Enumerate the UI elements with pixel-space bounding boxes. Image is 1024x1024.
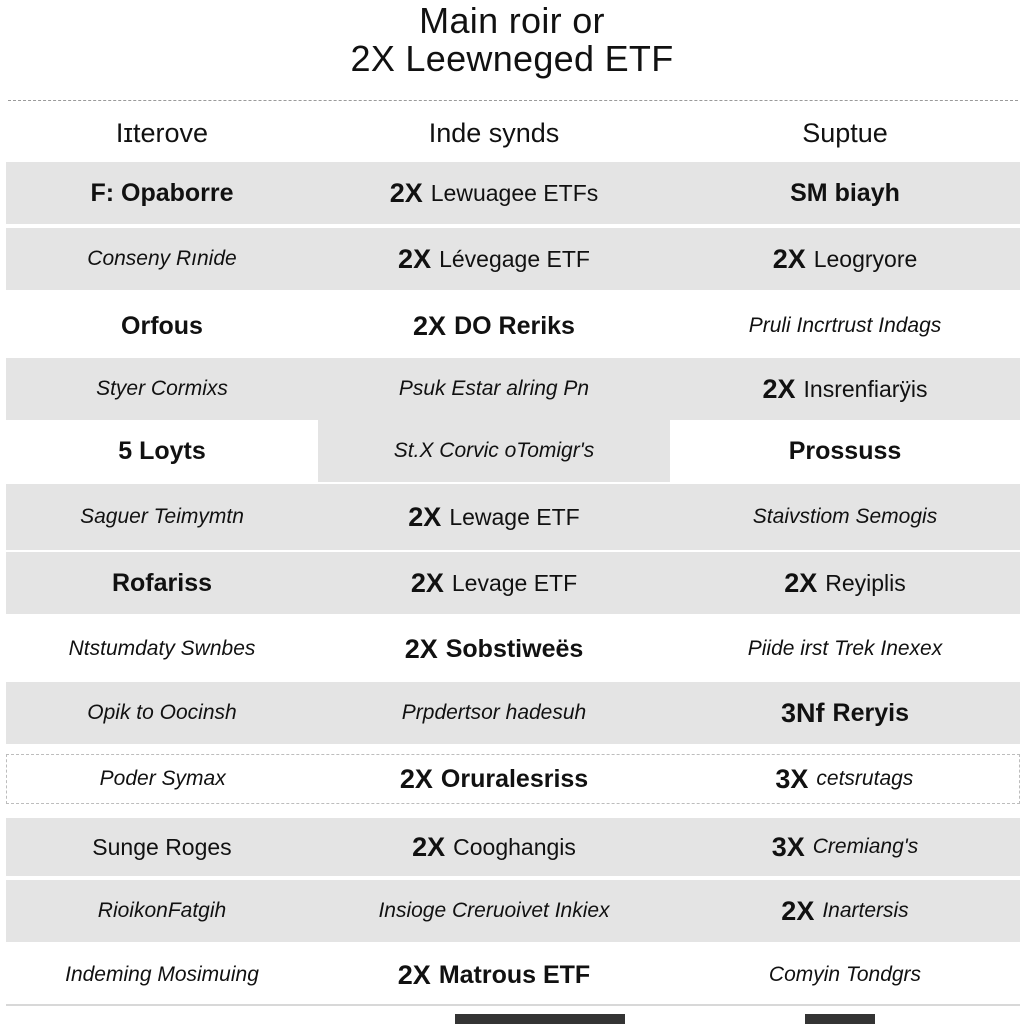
leverage-prefix: 2X [784,567,818,598]
table-row [6,420,1020,482]
cell-text: Comyin Tondgrs [768,963,922,986]
table-row [6,484,1020,550]
page-title: Main roir or [419,0,605,41]
table-cell-col2 [318,228,670,290]
cell-text: Prpdertsor hadesuh [401,701,587,724]
table-row [6,616,1020,682]
cell-text: Insrenfiarÿis [803,375,928,402]
cell-text: Prossuss [788,436,902,465]
table-cell-col3 [670,552,1020,614]
table-cell-col1 [6,552,318,614]
leverage-prefix: 2X [772,243,806,274]
table-cell-col3 [670,818,1020,876]
cell-text: 5 Loyts [118,436,206,465]
cell-text: SM biayh [790,178,900,207]
table-cell-col1 [6,358,318,420]
table-cell-col3 [670,682,1020,744]
leverage-prefix: 2X [762,373,796,404]
leverage-prefix: 2X [408,501,442,532]
leverage-prefix: 3Nf [781,697,825,728]
table-cell-col1 [6,162,318,224]
table-cell-col1 [6,420,318,482]
cell-text: Sunge Roges [92,833,232,860]
cell-text: Poder Symax [99,767,226,790]
table-cell-col1 [6,484,318,550]
cell-text: Orfous [121,311,203,340]
leverage-prefix: 2X [404,633,438,664]
table-cell-col3 [670,420,1020,482]
cell-text: cetsrutags [816,767,914,790]
cell-text: Lewuagee ETFs [430,179,599,206]
table-cell-col1 [6,944,318,1006]
leverage-prefix: 2X [399,763,433,794]
leverage-prefix: 3X [775,763,809,794]
table-cell-col2 [318,818,670,876]
table-row [6,228,1020,290]
cell-text: Leogryore [813,245,918,272]
table-cell-col2 [318,420,670,482]
table-row [6,754,1020,804]
cell-text: Lewage ETF [449,503,580,530]
leverage-prefix: 2X [410,567,444,598]
cell-text: Oruralesriss [440,764,589,793]
cell-text: Psuk Estar alring Pn [398,377,590,400]
table-cell-col2 [318,682,670,744]
cell-text: Saguer Teimymtn [80,505,244,528]
cell-text: Opik to Oocinsh [87,701,237,724]
cell-text: F: Opaborre [90,178,234,207]
table-header-row [6,104,1020,162]
leverage-prefix: 2X [397,959,431,990]
cell-text: Levage ETF [451,569,578,596]
page-subtitle: 2X Leewneged ETF [350,38,674,79]
table-cell-col2 [318,358,670,420]
table-cell-col3 [670,294,1020,358]
leverage-prefix: 3X [771,831,805,862]
table-row [6,682,1020,744]
cell-text: Rofariss [111,568,213,597]
cropped-text-fragment [805,1014,875,1024]
leverage-prefix: 2X [398,243,432,274]
table-cell-col2 [318,616,670,682]
table-cell-col3 [670,616,1020,682]
leverage-prefix: 2X [413,310,447,341]
table-row [6,944,1020,1006]
table-cell-col2 [318,552,670,614]
column-header-1: Iɪterove [115,117,209,148]
cell-text: Pruli Incrtrust Indags [748,314,942,337]
leverage-prefix: 2X [781,895,815,926]
cell-text: Matrous ETF [438,960,591,989]
table-cell-col2 [318,162,670,224]
table-cell-col2 [318,944,670,1006]
cell-text: Ntstumdaty Swnbes [68,637,256,660]
table-cell-col3 [670,484,1020,550]
table-cell-col1 [7,755,318,803]
table-cell-col2 [318,880,670,942]
title-divider [8,100,1018,101]
cell-text: Staivstiom Semogis [752,505,938,528]
table-cell-col1 [6,616,318,682]
cell-text: Insioge Creruoivet Inkiex [378,899,610,922]
cell-text: Cremiang's [812,835,919,858]
cell-text: Inartersis [822,899,909,922]
cell-text: Styer Cormixs [96,377,228,400]
table-cell-col3 [670,880,1020,942]
table-cell-col2 [318,484,670,550]
table-cell-col1 [6,228,318,290]
table-cell-col1 [6,294,318,358]
cell-text: Lévegage ETF [439,245,590,272]
leverage-prefix: 2X [389,177,423,208]
column-header-2: Inde synds [428,117,560,148]
cell-text: Reyiplis [825,569,906,596]
column-header-3: Suptue [802,117,888,148]
table-cell-col3 [670,228,1020,290]
cell-text: St.X Corvic oTomigr's [393,439,595,462]
table-row [6,358,1020,420]
table-cell-col1 [6,682,318,744]
table-row [6,880,1020,942]
table-cell-col2 [318,294,670,358]
cell-text: Sobstiweës [445,634,584,663]
table-bottom-border [6,1004,1020,1006]
cropped-text-fragment [455,1014,625,1024]
cell-text: DO Reriks [454,311,575,340]
table-cell-col1 [6,818,318,876]
table-cell-col3 [670,755,1019,803]
table-row [6,818,1020,876]
table-cell-col3 [670,944,1020,1006]
cell-text: Reryis [832,698,909,727]
table-cell-col1 [6,880,318,942]
table-cell-col3 [670,358,1020,420]
cell-text: Piide irst Trek Inexex [747,637,943,660]
table-row [6,294,1020,358]
cell-text: Indeming Mosimuing [65,963,259,986]
table-row [6,552,1020,614]
cell-text: RioikonFatgih [97,899,227,922]
table-cell-col2 [318,755,669,803]
table-row [6,162,1020,224]
cell-text: Cooghangis [453,833,576,860]
table-cell-col3 [670,162,1020,224]
cell-text: Conseny Rınide [87,247,237,270]
leverage-prefix: 2X [412,831,446,862]
